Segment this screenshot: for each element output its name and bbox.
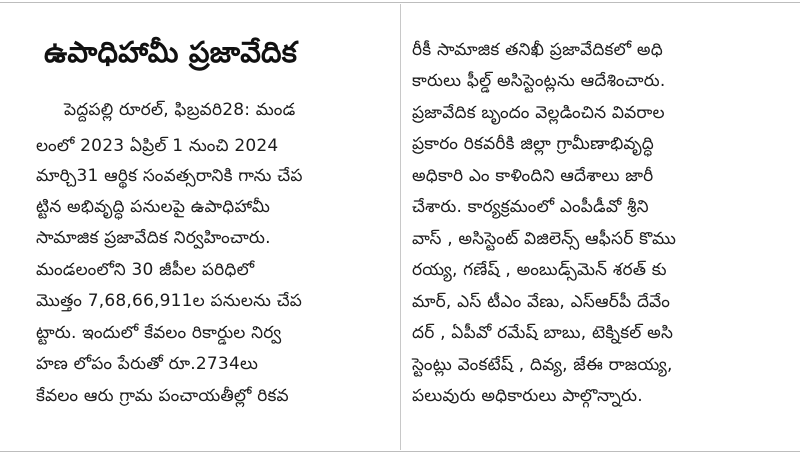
right-line-6: చేశారు. కార్యక్రమంలో ఎంపీడీవో శ్రీని bbox=[412, 197, 649, 217]
left-line-10: కేవలం ఆరు గ్రామ పంచాయతీల్లో రికవ bbox=[36, 386, 289, 406]
right-line-4: ప్రకారం రికవరీకి జిల్లా గ్రామీణాభివృద్ధి bbox=[412, 134, 654, 154]
right-line-10: దర్ , ఏపీవో రమేష్ బాబు, టెక్నికల్ అసి bbox=[412, 323, 674, 343]
right-line-8: రయ్య, గణేష్ , అంబుడ్స్‌మెన్ శరత్ కు bbox=[412, 260, 667, 280]
article-headline: ఉపాధిహామీ ప్రజావేదిక bbox=[44, 35, 298, 69]
left-line-4: ట్టిన అభివృద్ధి పనులపై ఉపాధిహామీ bbox=[36, 197, 271, 217]
right-line-2: కారులు ఫీల్డ్ అసిస్టెంట్లను ఆదేశించారు. bbox=[412, 71, 666, 91]
right-line-9: మార్, ఎస్ టీఎం వేణు, ఎస్ఆర్‌పీ దేవేం bbox=[412, 292, 671, 312]
column-divider bbox=[400, 4, 401, 450]
right-line-3: ప్రజావేదిక బృందం వెల్లడించిన వివరాల bbox=[412, 103, 665, 123]
left-line-7: మొత్తం 7,68,66,911ల పనులను చేప bbox=[36, 291, 303, 311]
left-line-3: మార్చి31 ఆర్థిక సంవత్సరానికి గాను చేప bbox=[36, 166, 303, 186]
left-line-1: పెద్దపల్లి రూరల్, ఫిబ్రవరి28: మండ bbox=[64, 100, 296, 120]
left-line-6: మండలంలోని 30 జీపీల పరిధిలో bbox=[36, 260, 255, 280]
left-line-9: హణ లోపం పేరుతో రూ.2734లు bbox=[36, 354, 259, 374]
right-line-11: స్టెంట్లు వెంకటేష్ , దివ్య, జేఈ రాజయ్య, bbox=[412, 355, 673, 375]
top-rule bbox=[0, 2, 800, 3]
left-line-8: ట్టారు. ఇందులో కేవలం రికార్డుల నిర్వ bbox=[36, 323, 282, 343]
bottom-rule bbox=[0, 451, 800, 452]
left-line-5: సామాజిక ప్రజావేదిక నిర్వహించారు. bbox=[36, 228, 271, 248]
right-line-5: అధికారి ఎం కాళిందిని ఆదేశాలు జారీ bbox=[412, 166, 654, 186]
right-line-12: పలువురు అధికారులు పాల్గొన్నారు. bbox=[412, 386, 643, 406]
right-line-1: రీకీ సామాజిక తనిఖీ ప్రజావేదికలో అధి bbox=[412, 40, 663, 60]
right-line-7: వాస్ , అసిస్టెంట్ విజిలెన్స్ ఆఫీసర్ కొము bbox=[412, 229, 677, 249]
left-line-2: లంలో 2023 ఏప్రిల్ 1 నుంచి 2024 bbox=[36, 136, 279, 156]
